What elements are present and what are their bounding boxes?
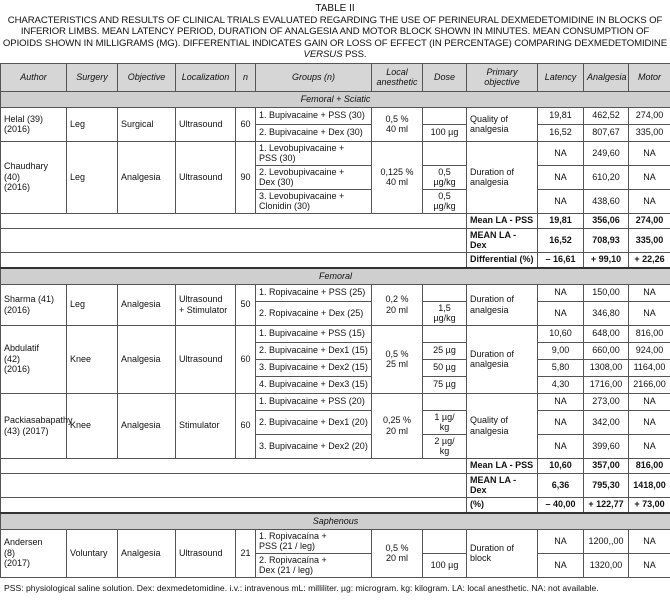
summary-latency: – 40,00 xyxy=(538,497,584,513)
latency-cell: 10,60 xyxy=(538,325,584,342)
localization-cell: Stimulator xyxy=(176,393,236,458)
summary-row xyxy=(1,228,670,252)
summary-analgesia: 795,30 xyxy=(584,473,629,497)
group-cell: 1. Ropivacaína + PSS (21 / leg) xyxy=(256,529,372,553)
motor-cell: NA xyxy=(629,434,670,458)
analgesia-cell: 438,60 xyxy=(584,189,629,213)
localization-cell: Ultrasound + Stimulator xyxy=(176,284,236,325)
author-cell: Sharma (41) (2016) xyxy=(1,284,67,325)
primary-objective-cell: Duration of analgesia xyxy=(467,141,538,213)
local-anesthetic-cell: 0,5 % 25 ml xyxy=(372,325,423,393)
column-header: Surgery xyxy=(67,63,118,91)
group-cell: 2. Bupivacaine + Dex1 (15) xyxy=(256,342,372,359)
summary-row xyxy=(1,252,670,268)
latency-cell: NA xyxy=(538,301,584,325)
section-row xyxy=(1,91,670,107)
clinical-trials-table xyxy=(0,63,670,578)
latency-cell: NA xyxy=(538,165,584,189)
latency-cell: 4,30 xyxy=(538,376,584,393)
column-header: Groups (n) xyxy=(256,63,372,91)
objective-cell: Analgesia xyxy=(118,284,176,325)
dose-cell xyxy=(423,141,467,165)
dose-cell: 50 µg xyxy=(423,359,467,376)
dose-cell: 100 µg xyxy=(423,553,467,577)
summary-label: MEAN LA - Dex xyxy=(467,473,538,497)
group-cell: 3. Bupivacaine + Dex2 (20) xyxy=(256,434,372,458)
column-header: Localization xyxy=(176,63,236,91)
summary-row xyxy=(1,458,670,473)
caption-text: CHARACTERISTICS AND RESULTS OF CLINICAL TRIALS EVALUATED REGARDING THE USE OF PERINEURAL DEXMEDETOMIDINE IN BLOCKS OF INFERIOR LIMBS. MEAN LATENCY PERIOD, DURATION OF ANALGESIA AND MOTOR BLOCK SHOWN IN MINUTES. MEAN CONSUMPTION OF OPIOIDS SHOWN IN MILLIGRAMS (MG). DIFFERENTIAL INDICATES GAIN OR LOSS OF EFFECT (IN PERCENTAGE) COMPARING DEXMEDETOMIDINE xyxy=(2,14,668,49)
section-title: Femoral xyxy=(1,268,670,285)
group-cell: 2. Bupivacaine + Dex1 (20) xyxy=(256,410,372,434)
motor-cell: NA xyxy=(629,284,670,301)
objective-cell: Analgesia xyxy=(118,529,176,577)
latency-cell: NA xyxy=(538,284,584,301)
author-cell: Packiasabapathy (43) (2017) xyxy=(1,393,67,458)
group-cell: 1. Bupivacaine + PSS (20) xyxy=(256,393,372,410)
author-cell: Abdulatif (42) (2016) xyxy=(1,325,67,393)
summary-motor: 335,00 xyxy=(629,228,670,252)
section-row xyxy=(1,268,670,285)
analgesia-cell: 273,00 xyxy=(584,393,629,410)
summary-analgesia: + 122,77 xyxy=(584,497,629,513)
summary-latency: 6,36 xyxy=(538,473,584,497)
summary-motor: 816,00 xyxy=(629,458,670,473)
analgesia-cell: 342,00 xyxy=(584,410,629,434)
summary-label: (%) xyxy=(467,497,538,513)
n-cell: 21 xyxy=(236,529,256,577)
table-row xyxy=(1,529,670,553)
primary-objective-cell: Quality of analgesia xyxy=(467,107,538,141)
analgesia-cell: 249,60 xyxy=(584,141,629,165)
summary-spacer xyxy=(1,458,467,473)
group-cell: 1. Bupivacaine + PSS (15) xyxy=(256,325,372,342)
latency-cell: NA xyxy=(538,141,584,165)
analgesia-cell: 807,67 xyxy=(584,124,629,141)
summary-analgesia: 708,93 xyxy=(584,228,629,252)
latency-cell: 19,81 xyxy=(538,107,584,124)
analgesia-cell: 150,00 xyxy=(584,284,629,301)
summary-spacer xyxy=(1,213,467,228)
latency-cell: 16,52 xyxy=(538,124,584,141)
section-title: Saphenous xyxy=(1,513,670,530)
author-cell: Helal (39) (2016) xyxy=(1,107,67,141)
summary-spacer xyxy=(1,252,467,268)
localization-cell: Ultrasound xyxy=(176,529,236,577)
latency-cell: 9,00 xyxy=(538,342,584,359)
objective-cell: Analgesia xyxy=(118,393,176,458)
analgesia-cell: 1716,00 xyxy=(584,376,629,393)
section-row xyxy=(1,513,670,530)
column-header: Local anesthetic xyxy=(372,63,423,91)
analgesia-cell: 1320,00 xyxy=(584,553,629,577)
footnote: PSS: physiological saline solution. Dex: dexmedetomidine. i.v.: intravenous mL: milliliter. µg: microgram. kg: kilogram. LA: local anesthetic. NA: not available. xyxy=(4,582,599,593)
localization-cell: Ultrasound xyxy=(176,325,236,393)
dose-cell xyxy=(423,107,467,124)
motor-cell: 924,00 xyxy=(629,342,670,359)
group-cell: 4. Bupivacaine + Dex3 (15) xyxy=(256,376,372,393)
latency-cell: NA xyxy=(538,553,584,577)
motor-cell: NA xyxy=(629,301,670,325)
dose-cell xyxy=(423,284,467,301)
analgesia-cell: 1308,00 xyxy=(584,359,629,376)
summary-latency: – 16,61 xyxy=(538,252,584,268)
local-anesthetic-cell: 0,5 % 20 ml xyxy=(372,529,423,577)
dose-cell: 2 µg/ kg xyxy=(423,434,467,458)
column-header: Motor xyxy=(629,63,670,91)
group-cell: 2. Bupivacaine + Dex (30) xyxy=(256,124,372,141)
column-header: Analgesia xyxy=(584,63,629,91)
surgery-cell: Leg xyxy=(67,284,118,325)
analgesia-cell: 610,20 xyxy=(584,165,629,189)
primary-objective-cell: Duration of analgesia xyxy=(467,325,538,393)
group-cell: 3. Bupivacaine + Dex2 (15) xyxy=(256,359,372,376)
table-row xyxy=(1,107,670,124)
n-cell: 60 xyxy=(236,107,256,141)
summary-latency: 19,81 xyxy=(538,213,584,228)
summary-label: Mean LA - PSS xyxy=(467,458,538,473)
table-caption xyxy=(0,15,670,61)
motor-cell: NA xyxy=(629,189,670,213)
n-cell: 50 xyxy=(236,284,256,325)
summary-label: Differential (%) xyxy=(467,252,538,268)
column-header: Primary objective xyxy=(467,63,538,91)
local-anesthetic-cell: 0,125 % 40 ml xyxy=(372,141,423,213)
localization-cell: Ultrasound xyxy=(176,141,236,213)
primary-objective-cell: Duration of block xyxy=(467,529,538,577)
motor-cell: 335,00 xyxy=(629,124,670,141)
column-header: Objective xyxy=(118,63,176,91)
group-cell: 2. Levobupivacaine + Dex (30) xyxy=(256,165,372,189)
primary-objective-cell: Duration of analgesia xyxy=(467,284,538,325)
column-header: Dose xyxy=(423,63,467,91)
objective-cell: Surgical xyxy=(118,107,176,141)
summary-latency: 10,60 xyxy=(538,458,584,473)
table-row xyxy=(1,393,670,410)
table-label: TABLE II xyxy=(315,3,355,14)
column-header: Latency xyxy=(538,63,584,91)
latency-cell: NA xyxy=(538,529,584,553)
primary-objective-cell: Quality of analgesia xyxy=(467,393,538,458)
group-cell: 1. Levobupivacaine + PSS (30) xyxy=(256,141,372,165)
group-cell: 1. Ropivacaine + PSS (25) xyxy=(256,284,372,301)
n-cell: 60 xyxy=(236,393,256,458)
dose-cell: 25 µg xyxy=(423,342,467,359)
surgery-cell: Leg xyxy=(67,141,118,213)
caption-end: PSS. xyxy=(344,49,367,60)
objective-cell: Analgesia xyxy=(118,141,176,213)
summary-latency: 16,52 xyxy=(538,228,584,252)
dose-cell: 100 µg xyxy=(423,124,467,141)
dose-cell xyxy=(423,325,467,342)
summary-analgesia: + 99,10 xyxy=(584,252,629,268)
latency-cell: NA xyxy=(538,189,584,213)
summary-label: Mean LA - PSS xyxy=(467,213,538,228)
summary-label: MEAN LA - Dex xyxy=(467,228,538,252)
summary-motor: + 73,00 xyxy=(629,497,670,513)
summary-motor: + 22,26 xyxy=(629,252,670,268)
summary-motor: 274,00 xyxy=(629,213,670,228)
latency-cell: NA xyxy=(538,393,584,410)
summary-analgesia: 357,00 xyxy=(584,458,629,473)
surgery-cell: Knee xyxy=(67,325,118,393)
localization-cell: Ultrasound xyxy=(176,107,236,141)
local-anesthetic-cell: 0,2 % 20 ml xyxy=(372,284,423,325)
column-header: Author xyxy=(1,63,67,91)
surgery-cell: Leg xyxy=(67,107,118,141)
summary-row xyxy=(1,213,670,228)
dose-cell: 75 µg xyxy=(423,376,467,393)
column-header: n xyxy=(236,63,256,91)
motor-cell: NA xyxy=(629,553,670,577)
motor-cell: 2166,00 xyxy=(629,376,670,393)
dose-cell: 1 µg/ kg xyxy=(423,410,467,434)
section-title: Femoral + Sciatic xyxy=(1,91,670,107)
motor-cell: NA xyxy=(629,410,670,434)
objective-cell: Analgesia xyxy=(118,325,176,393)
motor-cell: 816,00 xyxy=(629,325,670,342)
table-row xyxy=(1,325,670,342)
table-row xyxy=(1,141,670,165)
analgesia-cell: 1200,,00 xyxy=(584,529,629,553)
motor-cell: 274,00 xyxy=(629,107,670,124)
analgesia-cell: 660,00 xyxy=(584,342,629,359)
summary-row xyxy=(1,473,670,497)
summary-spacer xyxy=(1,473,467,497)
analgesia-cell: 648,00 xyxy=(584,325,629,342)
group-cell: 2. Ropivacaína + Dex (21 / leg) xyxy=(256,553,372,577)
header-row xyxy=(1,63,670,91)
motor-cell: 1164,00 xyxy=(629,359,670,376)
author-cell: Chaudhary (40) (2016) xyxy=(1,141,67,213)
dose-cell: 0,5 µg/kg xyxy=(423,165,467,189)
dose-cell xyxy=(423,529,467,553)
table-row xyxy=(1,284,670,301)
motor-cell: NA xyxy=(629,529,670,553)
dose-cell: 0,5 µg/kg xyxy=(423,189,467,213)
dose-cell: 1,5 µg/kg xyxy=(423,301,467,325)
dose-cell xyxy=(423,393,467,410)
motor-cell: NA xyxy=(629,393,670,410)
group-cell: 3. Levobupivacaine + Clonidin (30) xyxy=(256,189,372,213)
surgery-cell: Voluntary xyxy=(67,529,118,577)
local-anesthetic-cell: 0,5 % 40 ml xyxy=(372,107,423,141)
n-cell: 60 xyxy=(236,325,256,393)
latency-cell: NA xyxy=(538,410,584,434)
n-cell: 90 xyxy=(236,141,256,213)
group-cell: 2. Ropivacaine + Dex (25) xyxy=(256,301,372,325)
latency-cell: 5,80 xyxy=(538,359,584,376)
summary-spacer xyxy=(1,497,467,513)
analgesia-cell: 399,60 xyxy=(584,434,629,458)
summary-analgesia: 356,06 xyxy=(584,213,629,228)
motor-cell: NA xyxy=(629,165,670,189)
summary-spacer xyxy=(1,228,467,252)
caption-italic: VERSUS xyxy=(303,49,343,60)
latency-cell: NA xyxy=(538,434,584,458)
analgesia-cell: 462,52 xyxy=(584,107,629,124)
author-cell: Andersen (8) (2017) xyxy=(1,529,67,577)
surgery-cell: Knee xyxy=(67,393,118,458)
motor-cell: NA xyxy=(629,141,670,165)
analgesia-cell: 346,80 xyxy=(584,301,629,325)
group-cell: 1. Bupivacaine + PSS (30) xyxy=(256,107,372,124)
local-anesthetic-cell: 0,25 % 20 ml xyxy=(372,393,423,458)
summary-row xyxy=(1,497,670,513)
summary-motor: 1418,00 xyxy=(629,473,670,497)
